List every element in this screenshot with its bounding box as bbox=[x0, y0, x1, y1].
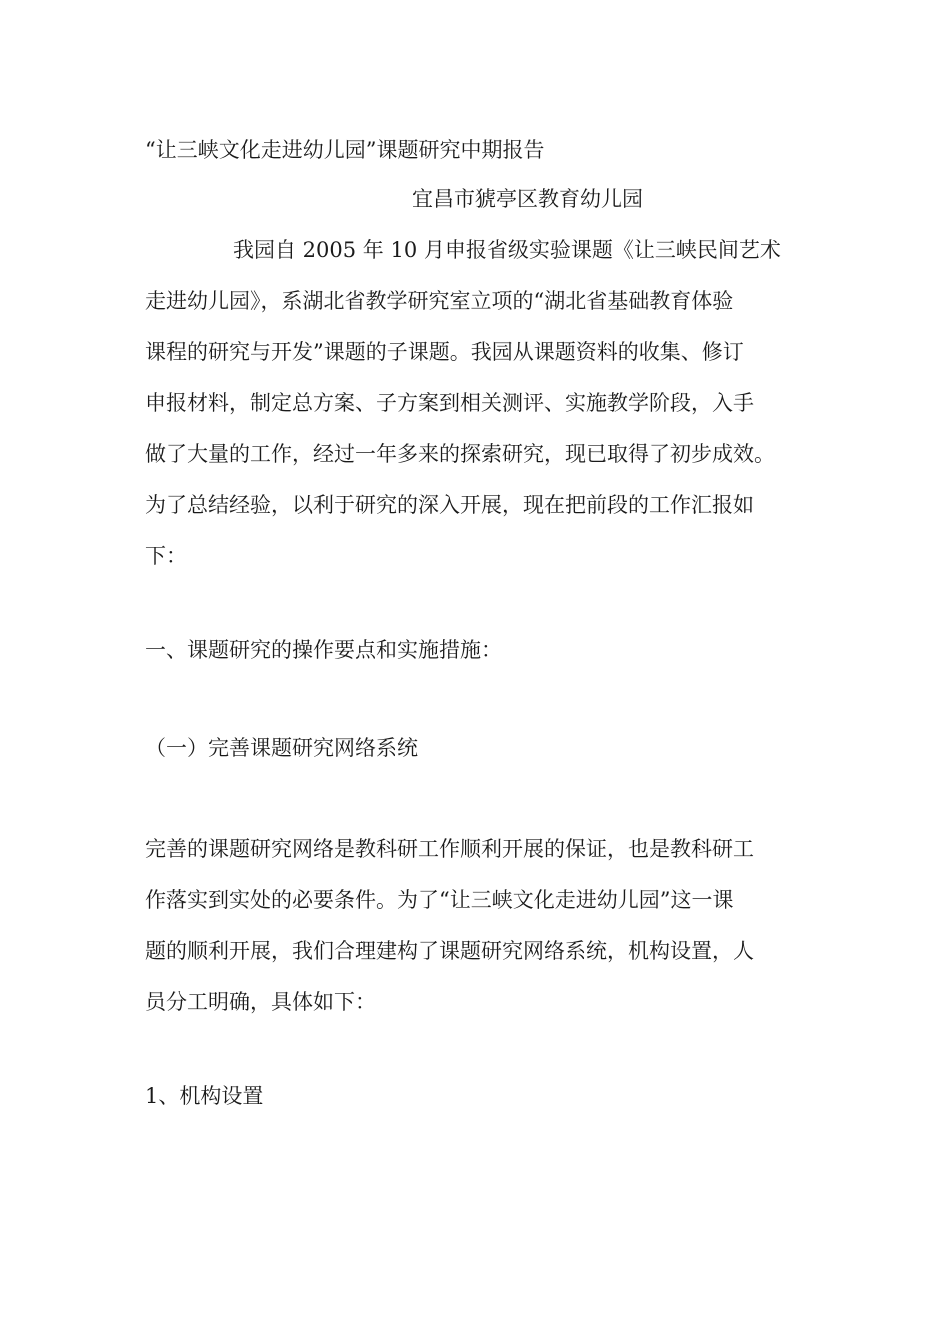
section-heading: 一、课题研究的操作要点和实施措施： bbox=[145, 638, 502, 662]
item-heading: 1、机构设置 bbox=[145, 1084, 264, 1108]
body-paragraph bbox=[145, 836, 815, 1040]
body-line: 员分工明确，具体如下： bbox=[145, 990, 376, 1014]
intro-line: 做了大量的工作，经过一年多来的探索研究，现已取得了初步成效。 bbox=[145, 442, 775, 466]
body-line: 题的顺利开展，我们合理建构了课题研究网络系统，机构设置，人 bbox=[145, 939, 754, 963]
report-title: “让三峡文化走进幼儿园”课题研究中期报告 bbox=[145, 138, 545, 162]
intro-paragraph bbox=[145, 237, 815, 594]
intro-line: 课程的研究与开发”课题的子课题。我园从课题资料的收集、修订 bbox=[145, 340, 744, 364]
subsection-heading: （一）完善课题研究网络系统 bbox=[145, 736, 418, 760]
intro-line: 我园自 2005 年 10 月申报省级实验课题《让三峡民间艺术 bbox=[233, 238, 781, 262]
intro-line: 下： bbox=[145, 544, 187, 568]
author-organization: 宜昌市猇亭区教育幼儿园 bbox=[412, 187, 643, 211]
intro-line: 为了总结经验，以利于研究的深入开展，现在把前段的工作汇报如 bbox=[145, 493, 754, 517]
intro-line: 走进幼儿园》，系湖北省教学研究室立项的“湖北省基础教育体验 bbox=[145, 289, 734, 313]
intro-line: 申报材料，制定总方案、子方案到相关测评、实施教学阶段，入手 bbox=[145, 391, 754, 415]
body-line: 完善的课题研究网络是教科研工作顺利开展的保证，也是教科研工 bbox=[145, 837, 754, 861]
body-line: 作落实到实处的必要条件。为了“让三峡文化走进幼儿园”这一课 bbox=[145, 888, 734, 912]
